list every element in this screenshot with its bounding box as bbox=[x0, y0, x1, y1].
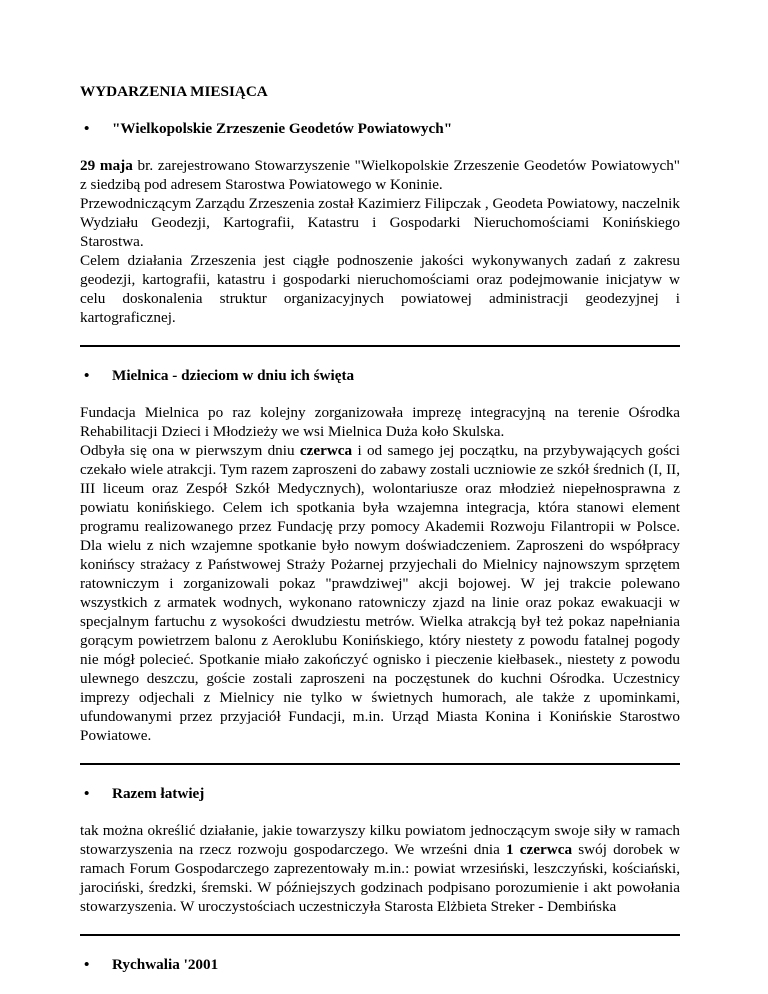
section-title-razem-latwiej bbox=[80, 784, 680, 803]
bullet-icon: • bbox=[84, 956, 90, 973]
section-divider bbox=[80, 934, 680, 936]
section-title-rychwalia bbox=[80, 955, 680, 974]
paragraph-text: tak można określić działanie, jakie towarzyszy kilku powiatom jednoczącym swoje siły w ramach stowarzyszenia na rzecz rozwoju gospodarczego. We wrześni dnia bbox=[80, 822, 680, 858]
section-title-text: Razem łatwiej bbox=[112, 785, 205, 802]
bullet-icon: • bbox=[84, 785, 90, 802]
paragraph-text: Odbyła się ona w pierwszym dniu bbox=[80, 442, 300, 459]
section-title-text: Rychwalia '2001 bbox=[112, 956, 219, 973]
paragraph: Fundacja Mielnica po raz kolejny zorganizowała imprezę integracyjną na terenie Ośrodka Rehabilitacji Dzieci i Młodzieży we wsi Mielnica Duża koło Skulska. bbox=[80, 404, 680, 440]
section-divider bbox=[80, 763, 680, 765]
page-heading: WYDARZENIA MIESIĄCA bbox=[80, 83, 268, 100]
section-title-text: "Wielkopolskie Zrzeszenie Geodetów Powiatowych" bbox=[112, 120, 453, 137]
paragraph: Celem działania Zrzeszenia jest ciągłe podnoszenie jakości wykonywanych zadań z zakresu geodezji, kartografii, katastru i gospodarki nieruchomościami oraz podejmowanie inicjatyw w celu doskonalenia struktur organizacyjnych powiatowej administracji geodezyjnej i kartograficznej. bbox=[80, 252, 680, 326]
paragraph-text: br. zarejestrowano Stowarzyszenie "Wielkopolskie Zrzeszenie Geodetów Powiatowych" z siedzibą pod adresem Starostwa Powiatowego w Koninie. bbox=[80, 157, 681, 193]
paragraph bbox=[80, 156, 680, 194]
paragraph-text: swój dorobek w ramach Forum Gospodarczego zaprezentowały m.in.: powiat wrzesiński, leszczyński, kościański, jarociński, średzki, śremski. W późniejszych godzinach podpisano porozumienie i akt powołania stowarzyszenia. W uroczystościach uczestniczyła Starosta Elżbieta Streker - Dembińska bbox=[80, 841, 680, 915]
section-title-mielnica bbox=[80, 366, 680, 385]
paragraph: Przewodniczącym Zarządu Zrzeszenia został Kazimierz Filipczak , Geodeta Powiatowy, naczelnik Wydziału Geodezji, Kartografii, Katastru i Gospodarki Nieruchomościami Konińskiego Starostwa. bbox=[80, 195, 680, 250]
section-title-text: Mielnica - dzieciom w dniu ich święta bbox=[112, 367, 355, 384]
bullet-icon: • bbox=[84, 367, 90, 384]
date-strong: 29 maja bbox=[80, 157, 133, 174]
section-divider bbox=[80, 345, 680, 347]
section-title-geodeci bbox=[80, 119, 680, 138]
paragraph bbox=[80, 441, 680, 745]
bullet-icon: • bbox=[84, 120, 90, 137]
date-strong: 1 czerwca bbox=[506, 841, 573, 858]
document-content bbox=[80, 82, 680, 992]
paragraph bbox=[80, 821, 680, 916]
month-strong: czerwca bbox=[299, 442, 353, 459]
paragraph-text: i od samego jej początku, na przybywających gości czekało wiele atrakcji. Tym razem zaproszeni do zabawy zostali uczniowie ze szkół średnich (I, II, III liceum oraz Zespół Szkół Medycznych), wolontariusze oraz młodzież niepełnosprawna z powiatu konińskiego. Celem ich spotkania była wzajemna integracja, która stanowi element programu realizowanego przez Fundację przy pomocy Akademii Rozwoju Filantropii w Polsce. Dla wielu z nich wzajemne spotkanie było nowym doświadczeniem. Zaproszeni do współpracy konińscy strażacy z Państwowej Straży Pożarnej przyjechali do Mielnicy najnowszym sprzętem ratowniczym i zorganizowali pokaz "prawdziwej" akcji bojowej. W jej trakcie polewano wszystkich z armatek wodnych, wykonano ratowniczy zjazd na linie oraz pokaz ewakuacji w specjalnym fartuchu z wysokości dwudziestu metrów. Wielka atrakcją był też pokaz napełniania gorącym powietrzem balonu z Aeroklubu Konińskiego, który niestety z powodu fatalnej pogody nie mógł polecieć. Spotkanie miało zakończyć ognisko i pieczenie kiełbasek., niestety z powodu ulewnego deszczu, goście zostali zaproszeni na poczęstunek do kuchni Ośrodka. Uczestnicy imprezy odjechali z Mielnicy nie tylko w świetnych humorach, ale także z upominkami, ufundowanymi przez przyjaciół Fundacji, m.in. Urząd Miasta Konina i Konińskie Starostwo Powiatowe. bbox=[80, 442, 680, 744]
